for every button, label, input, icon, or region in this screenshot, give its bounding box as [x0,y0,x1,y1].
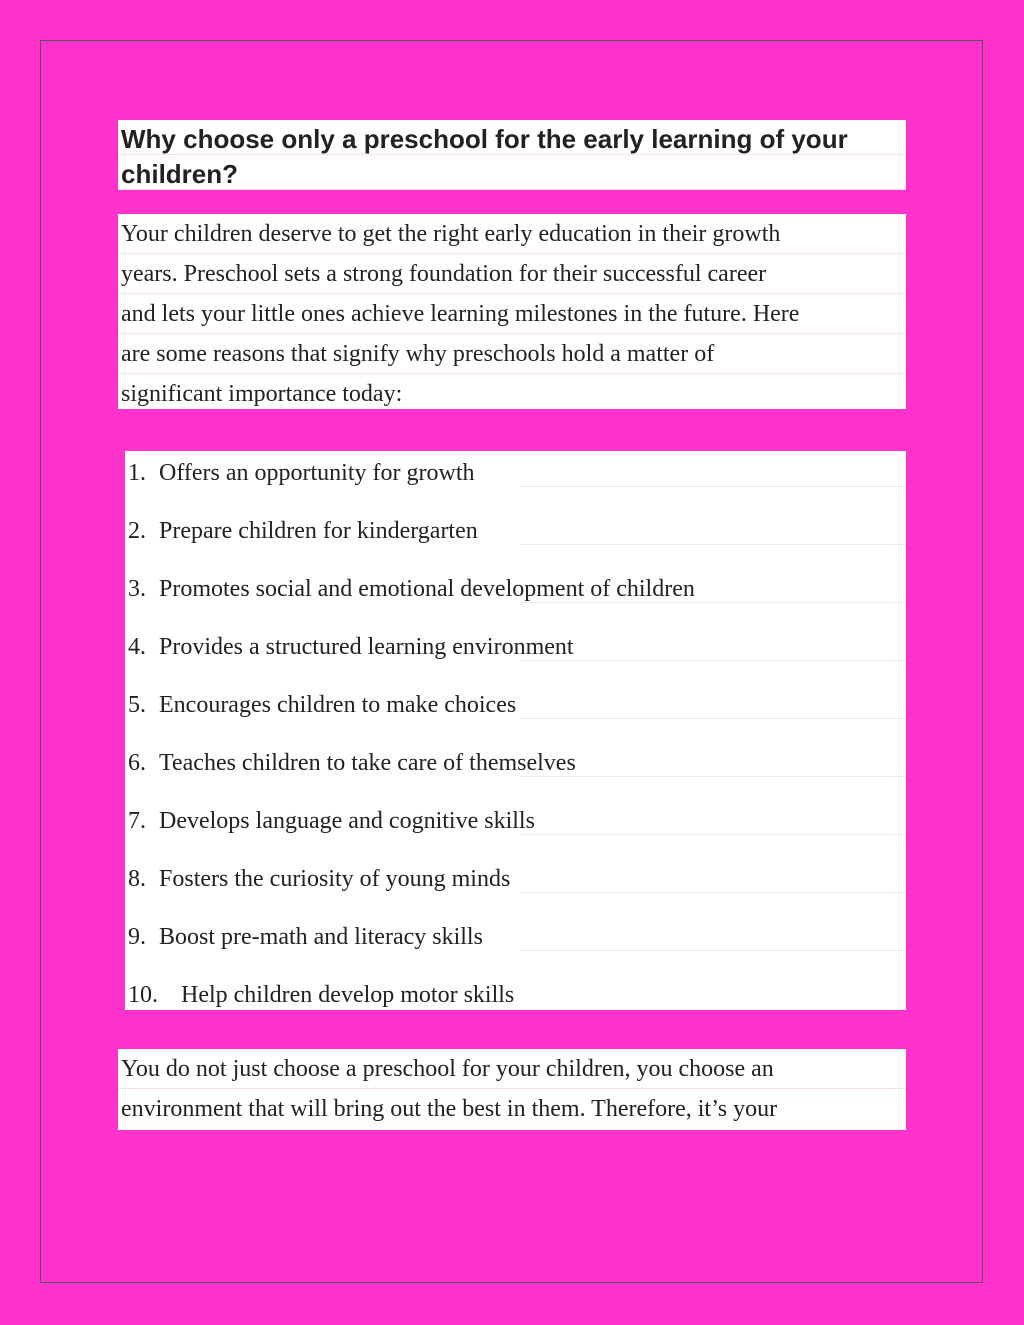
list-item-text: Develops language and cognitive skills [159,808,535,834]
list-item-number: 9. [128,924,146,950]
list-item [125,451,906,489]
page-title-line-1: Why choose only a preschool for the early learning of your [118,120,906,155]
closing-line-1: You do not just choose a preschool for your children, you choose an [118,1049,906,1089]
list-item [125,741,906,779]
list-item-text: Help children develop motor skills [181,982,515,1008]
list-item [125,973,906,1011]
list-item-text: Encourages children to make choices [159,692,517,718]
list-item-number: 5. [128,692,146,718]
list-item [125,683,906,721]
list-item-number: 2. [128,518,146,544]
intro-line-2: years. Preschool sets a strong foundation for their successful career [118,254,906,294]
list-item-text: Fosters the curiosity of young minds [159,866,511,892]
list-item-text: Provides a structured learning environment [159,634,574,660]
intro-line-1: Your children deserve to get the right early education in their growth [118,214,906,254]
intro-line-5: significant importance today: [121,381,403,407]
list-item-text: Offers an opportunity for growth [159,460,475,486]
intro-paragraph [118,214,906,409]
closing-paragraph [118,1049,906,1130]
heading-block [118,120,906,190]
list-item-number: 4. [128,634,146,660]
list-item-number: 3. [128,576,146,602]
list-item-number: 7. [128,808,146,834]
list-item [125,799,906,837]
intro-line-3: and lets your little ones achieve learning milestones in the future. Here [118,294,906,334]
reasons-list [125,451,906,1010]
page-title-line-2: children? [118,155,906,190]
list-item [125,857,906,895]
list-item [125,509,906,547]
intro-line-4: are some reasons that signify why preschools hold a matter of [118,334,906,374]
list-item [125,915,906,953]
list-item-text: Teaches children to take care of themselves [159,750,576,776]
list-item-text: Boost pre-math and literacy skills [159,924,483,950]
list-item-text: Prepare children for kindergarten [159,518,478,544]
list-item-text: Promotes social and emotional development of children [159,576,695,602]
list-item [125,625,906,663]
list-item-number: 6. [128,750,146,776]
closing-line-2: environment that will bring out the best in them. Therefore, it’s your [121,1096,778,1122]
list-item-number: 8. [128,866,146,892]
list-item-number: 10. [128,982,158,1008]
list-item-number: 1. [128,460,146,486]
list-item [125,567,906,605]
